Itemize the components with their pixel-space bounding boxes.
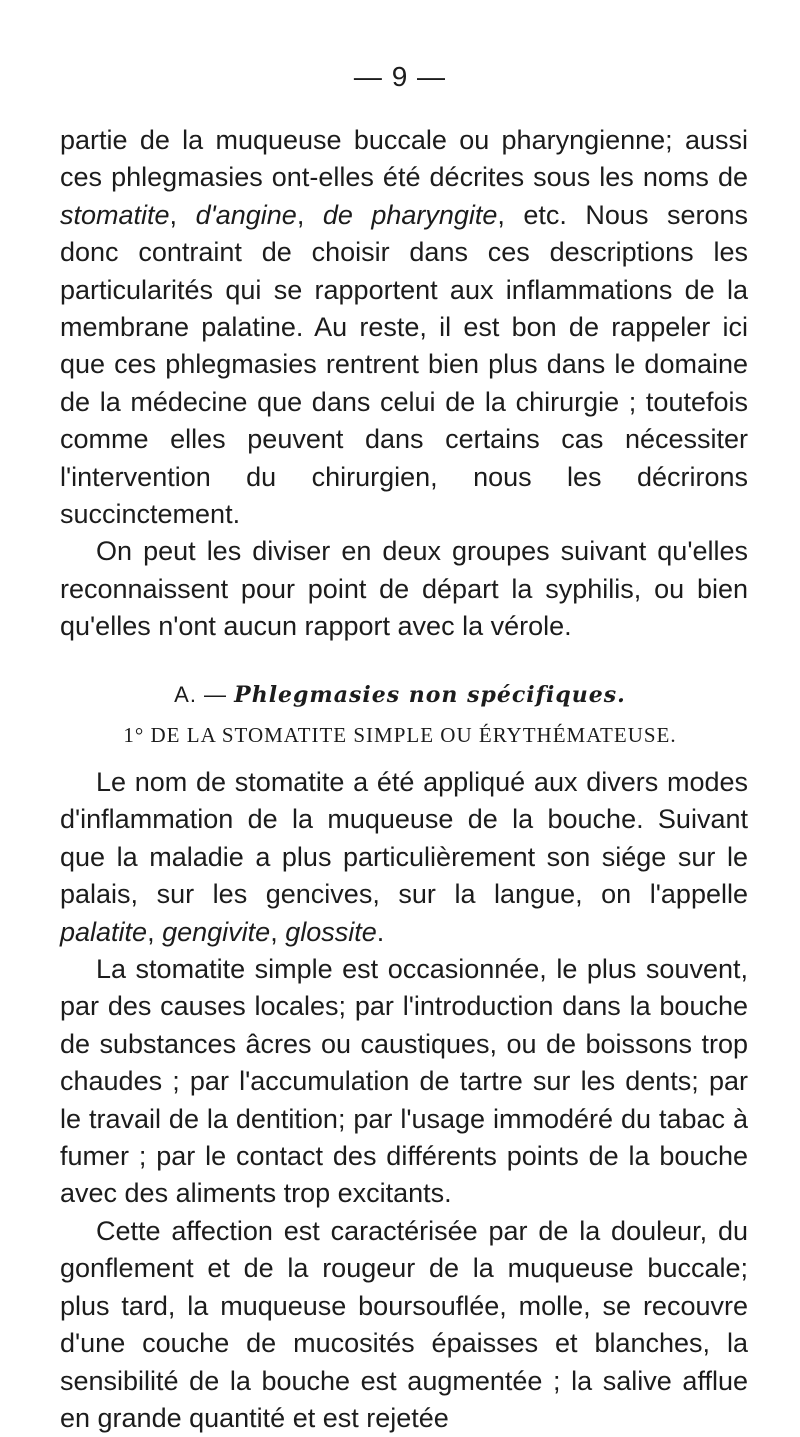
term-angine: d'angine [195,199,297,230]
term-stomatite: stomatite [60,199,170,230]
term-pharyngite: de pharyngite [322,199,498,230]
paragraph-3-text: Le nom de stomatite a été appliqué aux divers modes d'inflammation de la muqueuse de la bouche. Suivant que la maladie a plus particulièrement son siége sur le palais, sur les gencives, sur la langue, on l'appelle [60,767,748,910]
paragraph-1-line-2: phlegmasies ont-elles été décrites sous les noms de [111,162,748,193]
text-block-bottom [60,764,748,1437]
section-prefix: A. — [174,682,235,707]
paragraph-1-rest: choisir dans ces descriptions les particularités qui se rapportent aux inflammations de la membrane palatine. Au reste, il est bon de rappeler ici que ces phlegmasies rentrent bien plus dans le domaine de la médecine que dans celui de la chirurgie ; toutefois comme elles peuvent dans certains cas nécessiter l'intervention du chirurgien, nous les décrirons succinctement. [60,237,748,530]
paragraph-1-line-1: partie de la muqueuse buccale ou pharyngienne; aussi ces [60,125,748,193]
paragraph-4: La stomatite simple est occasionnée, le plus souvent, par des causes locales; par l'introduction dans la bouche de substances âcres ou caustiques, ou de boissons trop chaudes ; par l'accumulation de tartre sur les dents; par le travail de la dentition; par l'usage immodéré du tabac à fumer ; par le contact des différents points de la bouche avec des aliments trop excitants. [60,954,748,1209]
separator: , [296,199,323,230]
comma: , [169,199,178,230]
paragraph-5: Cette affection est caractérisée par de la douleur, du gonflement et de la rougeur de la muqueuse buccale; plus tard, la muqueuse boursouflée, molle, se recouvre d'une couche de mucosités épaisses et blanches, la sensibilité de la bouche est augmentée ; la salive afflue en grande quantité et est rejetée [60,1215,748,1433]
paragraph-1-line-3: , etc. Nous serons donc contraint de [60,199,748,268]
section-heading [0,682,800,708]
section-title: Phlegmasies non spécifiques. [234,682,626,708]
separator: , [270,916,286,947]
term-gengivite: gengivite [162,916,271,947]
paragraph-1 [60,122,748,533]
text-block-top [60,122,748,646]
paragraph-2: On peut les diviser en deux groupes suivant qu'elles reconnaissent pour point de départ la syphilis, ou bien qu'elles n'ont aucun rapport avec la vérole. [60,536,748,642]
paragraph-3 [60,764,748,951]
separator: , [147,916,163,947]
page-number: — 9 — [353,61,447,92]
term-palatite: palatite [60,916,148,947]
term-glossite: glossite [285,916,377,947]
period: . [376,916,385,947]
subsection-heading: 1° DE LA STOMATITE SIMPLE OU ÉRYTHÉMATEUSE. [123,723,677,747]
